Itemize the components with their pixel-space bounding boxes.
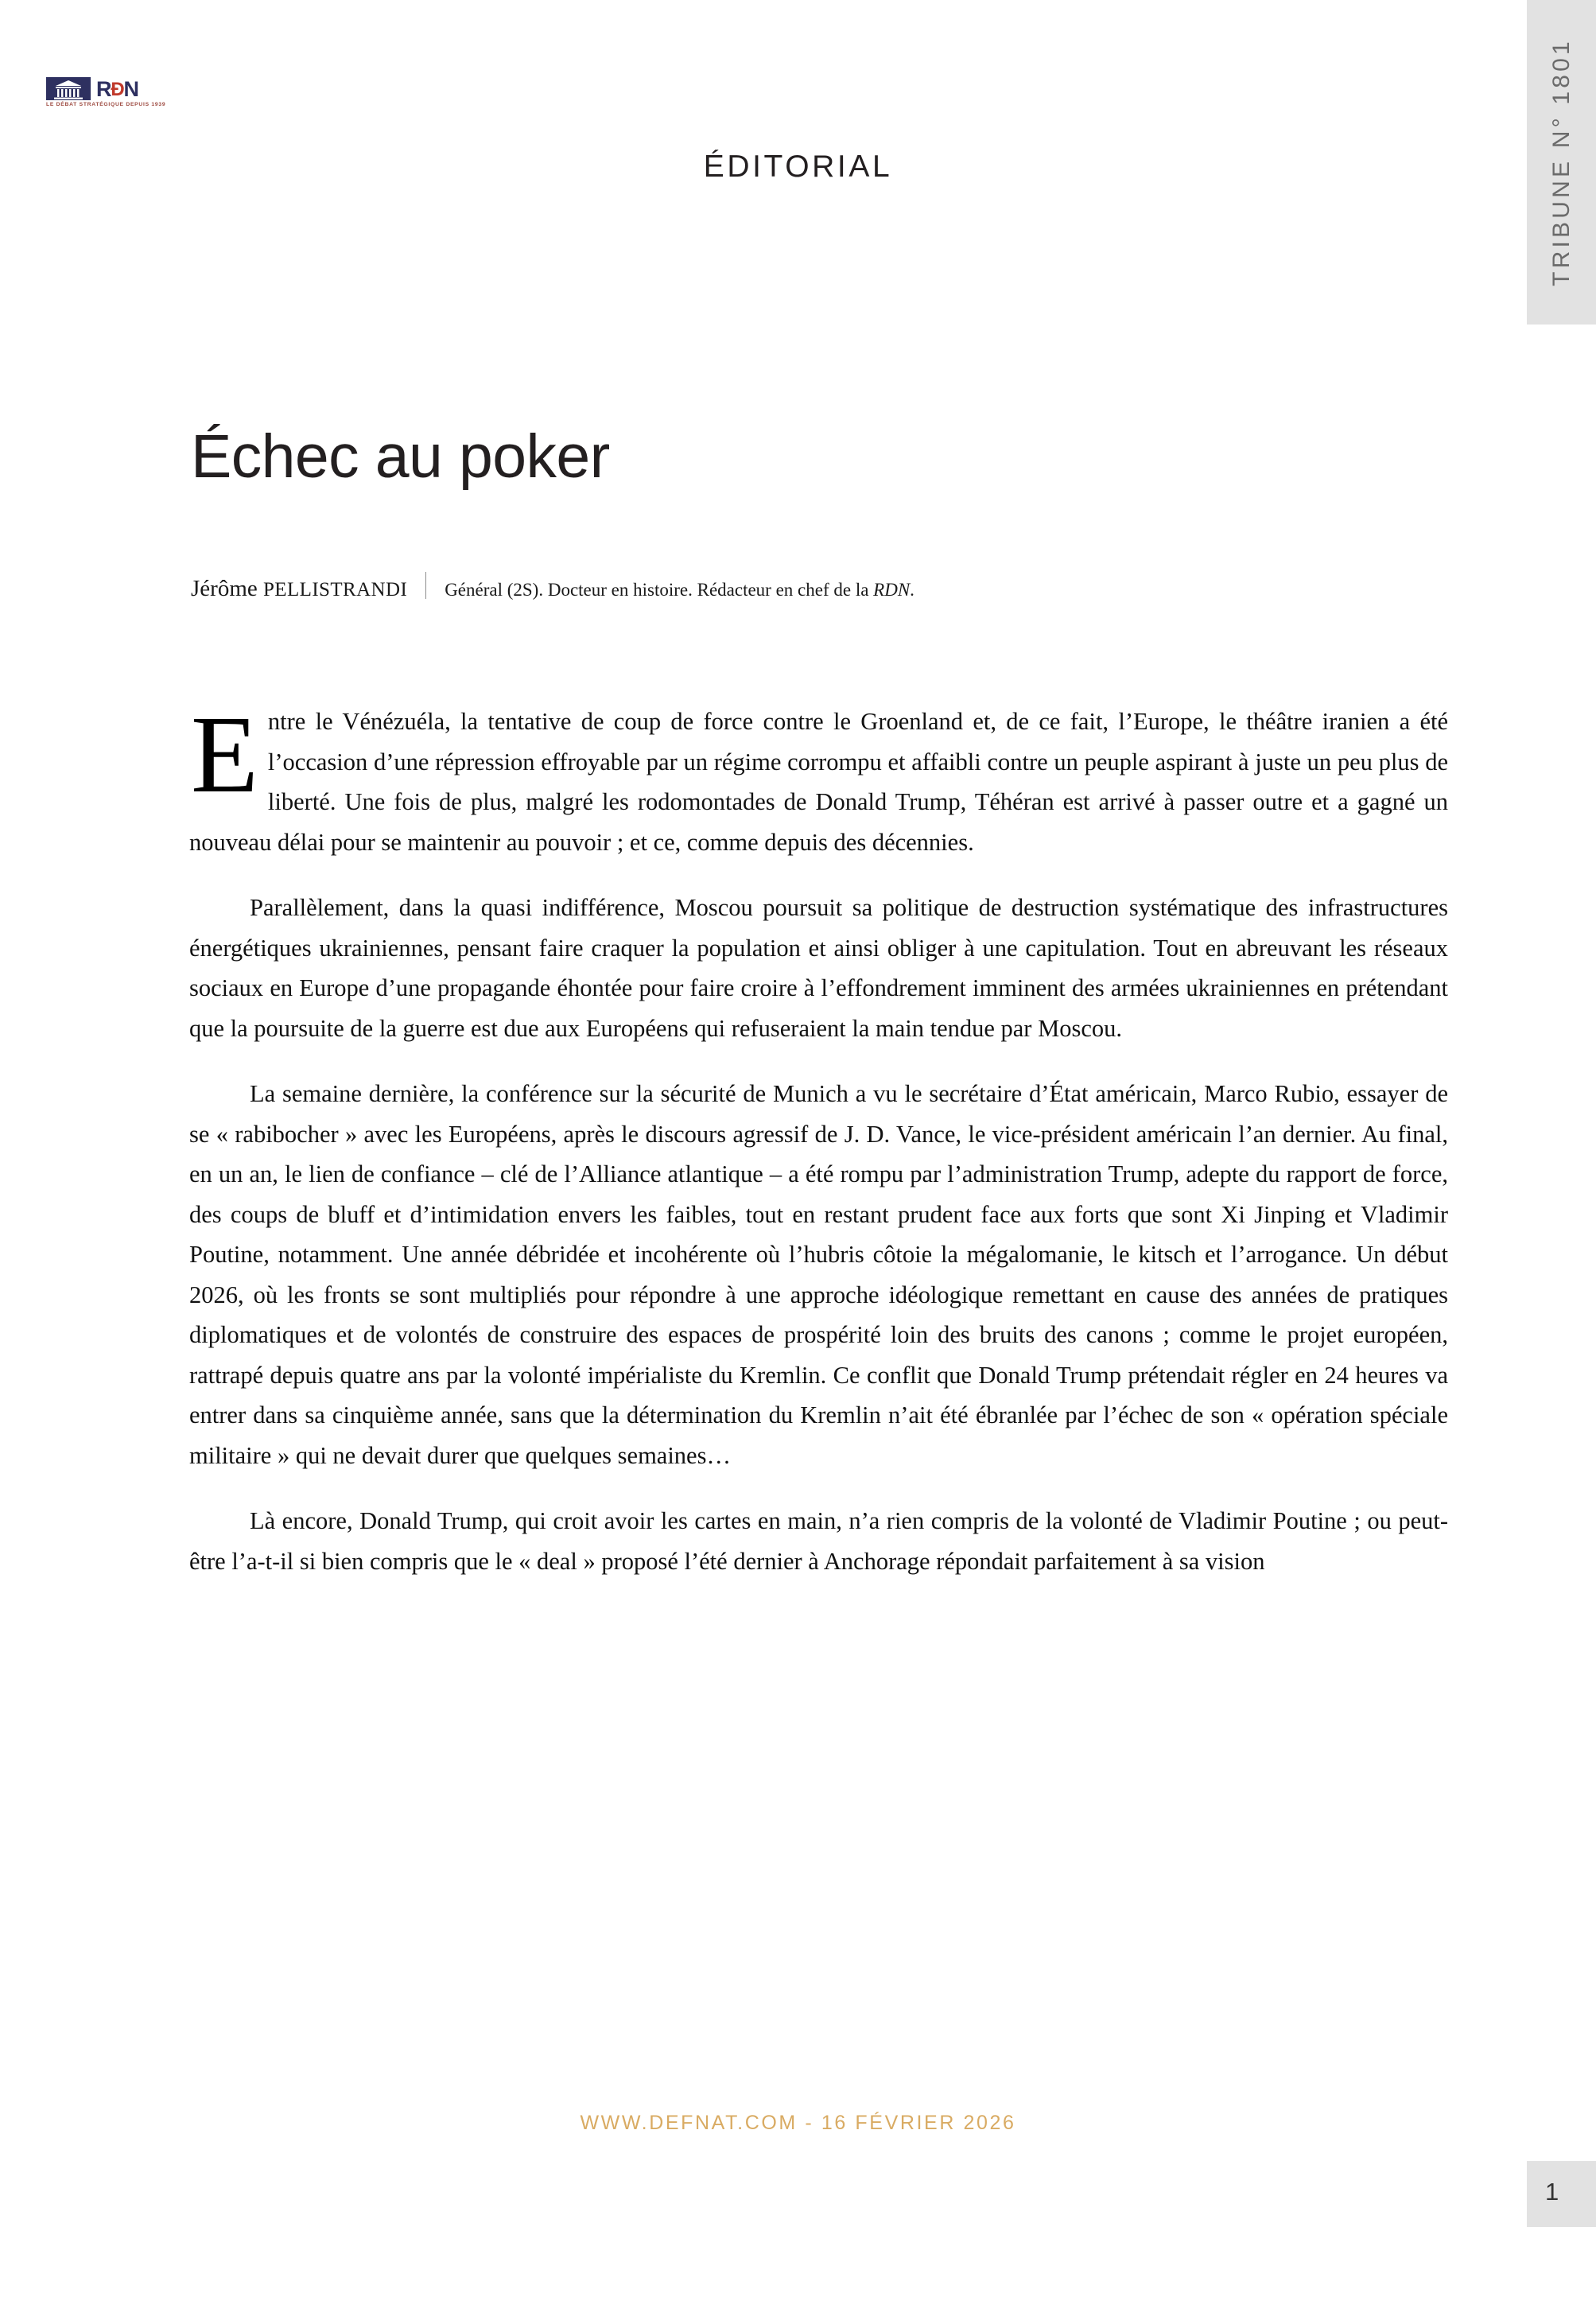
page-number: 1 bbox=[1545, 2178, 1559, 2206]
page-number-box bbox=[1527, 2161, 1596, 2227]
logo-wordmark: RÐN bbox=[96, 77, 138, 101]
byline-role-suffix: . bbox=[910, 580, 914, 600]
section-heading: ÉDITORIAL bbox=[703, 150, 893, 184]
byline-author-first: Jérôme bbox=[191, 576, 263, 601]
logo-tagline: LE DÉBAT STRATÉGIQUE DEPUIS 1939 bbox=[46, 102, 166, 107]
paragraph-3: La semaine dernière, la conférence sur la sécurité de Munich a vu le secrétaire d’État américain, Marco Rubio, essayer de se « rabibocher » avec les Européens, après le discours agressif de J. D. Vance, le vice-président américain l’an dernier. Au final, en un an, le lien de confiance – clé de l’Alliance atlantique – a été rompu par l’administration Trump, adepte du rapport de force, des coups de bluff et d’intimidation envers les faibles, tout en restant prudent face aux forts que sont Xi Jinping et Vladimir Poutine, notamment. Une année débridée et incohérente où l’hubris côtoie la mégalomanie, le kitsch et l’arrogance. Un début 2026, où les fronts se sont multipliés pour répondre à une approche idéologique remettant en cause des années de pratiques diplomatiques et de volontés de construire des espaces de prospérité loin des bruits des canons ; comme le projet européen, rattrapé depuis quatre ans par la volonté impérialiste du Kremlin. Ce conflit que Donald Trump prétendait régler en 24 heures va entrer dans sa cinquième année, sans que la détermination du Kremlin n’ait été ébranlée par l’échec de son « opération spéciale militaire » qui ne devait durer que quelques semaines… bbox=[189, 1080, 1448, 1469]
logo-row bbox=[46, 76, 161, 100]
article-body bbox=[189, 694, 1448, 1581]
byline-role-prefix: Général (2S). Docteur en histoire. Rédacteur en chef de la bbox=[445, 580, 874, 600]
paragraph-2: Parallèlement, dans la quasi indifférence, Moscou poursuit sa politique de destruction systématique des infrastructures énergétiques ukrainiennes, pensant faire craquer la population et ainsi obliger à une capitulation. Tout en abreuvant les réseaux sociaux en Europe d’une propagande éhontée pour faire croire à l’effondrement imminent des armées ukrainiennes en prétendant que la poursuite de la guerre est due aux Européens qui refuseraient la main tendue par Moscou. bbox=[189, 894, 1448, 1042]
tribune-tab bbox=[1527, 0, 1596, 325]
byline-divider bbox=[425, 572, 426, 599]
footer-url-date: WWW.DEFNAT.COM - 16 FÉVRIER 2026 bbox=[580, 2112, 1016, 2134]
paragraph-4: Là encore, Donald Trump, qui croit avoir les cartes en main, n’a rien compris de la volonté de Vladimir Poutine ; ou peut-être l’a-t-il si bien compris que le « deal » proposé l’été dernier à Anchorage répondait parfaitement à sa vision bbox=[189, 1507, 1448, 1575]
classical-building-icon bbox=[46, 77, 91, 100]
tribune-label: TRIBUNE N° 1801 bbox=[1547, 38, 1575, 286]
byline-role bbox=[445, 580, 914, 601]
page-title: Échec au poker bbox=[191, 422, 610, 491]
byline bbox=[191, 569, 914, 602]
byline-role-publication: RDN bbox=[873, 580, 911, 600]
byline-author-last: PELLISTRANDI bbox=[263, 579, 408, 601]
byline-author bbox=[191, 576, 407, 602]
paragraph-1: Entre le Vénézuéla, la tentative de coup de force contre le Groenland et, de ce fait, l’Europe, le théâtre iranien a été l’occasion d’une répression effroyable par un régime corrompu et affaibli contre un peuple aspirant à juste un peu plus de liberté. Une fois de plus, malgré les rodomontades de Donald Trump, Téhéran est arrivé à passer outre et a gagné un nouveau délai pour se maintenir au pouvoir ; et ce, comme depuis des décennies. bbox=[189, 694, 1448, 856]
rdn-logo bbox=[46, 76, 166, 110]
